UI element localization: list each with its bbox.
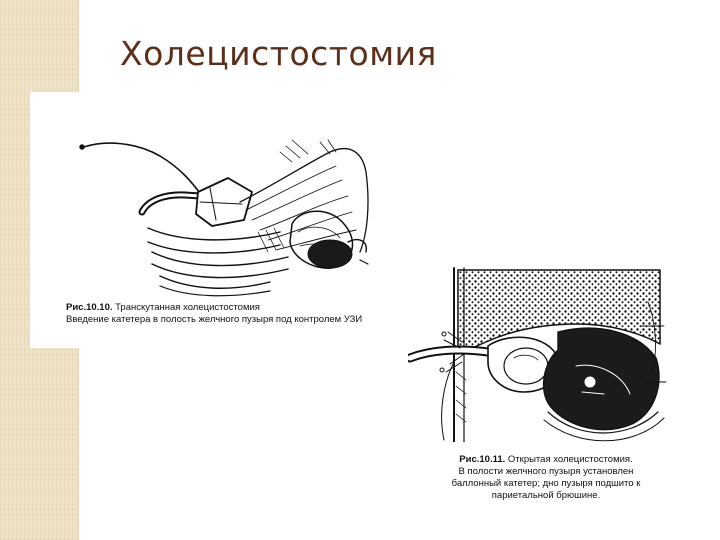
slide-title: Холецистостомия: [120, 34, 437, 73]
figure-label: Рис.10.11.: [459, 454, 506, 465]
transcutaneous-illustration: [30, 92, 402, 298]
figure-transcutaneous: [30, 92, 402, 348]
figure-title: Открытая холецистостомия.: [507, 454, 633, 465]
figure-label: Рис.10.10.: [66, 302, 113, 313]
figure-caption-line: баллонный катетер; дно пузыря подшито к: [451, 478, 641, 489]
open-illustration: [408, 262, 668, 442]
figure-caption-line: В полости желчного пузыря установлен: [458, 466, 634, 477]
figure-caption-open: [428, 454, 664, 502]
figure-caption-transcutaneous: [66, 302, 396, 326]
figure-caption-line: париетальной брюшине.: [491, 490, 601, 501]
figure-open: [408, 262, 668, 514]
figure-caption-line: Введение катетера в полость желчного пузыря под контролем УЗИ: [66, 314, 363, 325]
figure-title: Транскутанная холецистостомия: [115, 302, 260, 313]
